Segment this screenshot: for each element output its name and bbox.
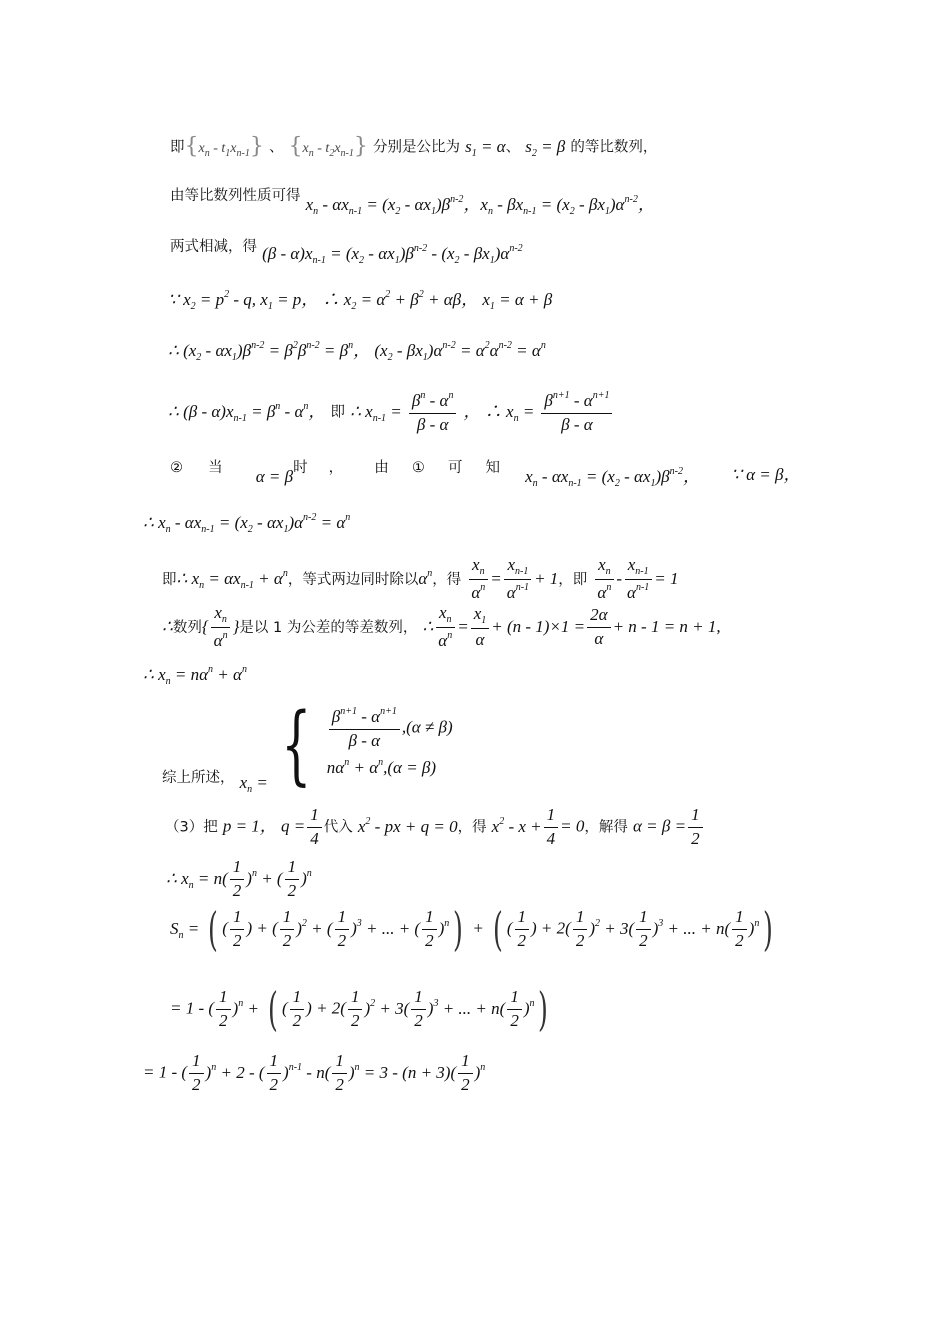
- line-geometric-property: 由等比数列性质可得 $x_n - \alpha x_{n-1} = (x_2 - \alpha x_1)\beta^{n-2}$，$x_n - \beta x_{n-1} = (x_2 - \beta x_1)\alpha^{n-2}$，: [170, 188, 655, 217]
- line-xn-half: ∴ $x_n = n$( $\frac{1}{2}$ )$^n$ + ( $\frac{1}{2}$ )$^n$: [166, 857, 312, 900]
- line-sn-sum: $S_n$ = ( ( $\frac{1}{2}$ ) + ( $\frac{1}{2}$ )$^2$ + ( $\frac{1}{2}$ )$^3$ + ... + ( $\frac{1}{2}$ )$^n$) + ( ( $\frac{1}{2}$ ) + 2( $\frac{1}{2}$ )$^2$ + 3( $\frac{1}{2}$ )$^3$ + ... + n( $\frac{1}{2}$ )$^n$): [170, 902, 774, 956]
- line-therefore-alpha: ∴ $x_n - \alpha x_{n-1} = (x_2 - \alpha x_1)\alpha^{n-2} = \alpha^n$: [143, 512, 351, 535]
- line-sn-step-two: = 1 - ( $\frac{1}{2}$ )$^n$ + ( ( $\frac{1}{2}$ ) + 2( $\frac{1}{2}$ )$^2$ + 3( $\frac{1}{2}$ )$^3$ + ... + n( $\frac{1}{2}$ )$^n$): [170, 982, 549, 1036]
- line-sn-final: = 1 - ( $\frac{1}{2}$ )$^n$ + 2 - ( $\frac{1}{2}$ )$^{n-1}$ - n( $\frac{1}{2}$ )$^n$ = 3 - (n + 3)( $\frac{1}{2}$ )$^n$: [143, 1051, 486, 1094]
- line-subtract: 两式相减，得 $(\beta - \alpha)x_{n-1} = (x_2 - \alpha x_1)\beta^{n-2} - (x_2 - \beta x_1)\alpha^{n-2}$: [170, 239, 523, 266]
- line-geometric-sequences: 即$\{x_n - t_1x_{n-1}\}$ 、 $\{x_n - t_2x_{n-1}\}$ 分别是公比为 $s_1 = \alpha$、 $s_2 = \beta$ 的等比数列，: [170, 134, 658, 159]
- line-because-x2: ∵ $x_2 = p^2 - q$, $x_1 = p$， ∴ $x_2 = \alpha^2 + \beta^2 + \alpha\beta$， $x_1 = \alpha + \beta$: [168, 289, 553, 312]
- line-arithmetic-sequence: ∴数列{ $\frac{x_n}{\alpha^n}$ }是以 1 为公差的等差数列， ∴ $\frac{x_n}{\alpha^n}$ = $\frac{x_1}{\alpha}$ + (n - 1)×1 = $\frac{2\alpha}{\alpha}$ + n - 1 = n + 1,: [162, 603, 721, 650]
- line-therefore-powers: ∴ $(x_2 - \alpha x_1)\beta^{n-2} = \beta^2\beta^{n-2} = \beta^n$， $(x_2 - \beta x_1)\alpha^{n-2} = \alpha^2\alpha^{n-2} = \alpha^n$: [168, 340, 546, 363]
- line-case-two: ② 当 α = β时 ， 由 ① 可 知 $x_n - \alpha x_{n-1} = (x_2 - \alpha x_1)\beta^{n-2}$， ∵ α = β，: [170, 460, 801, 489]
- line-divide-alpha: 即∴ $x_n = \alpha x_{n-1} + \alpha^n$，等式两边同时除以$\alpha^n$，得 $\frac{x_n}{\alpha^n}$ = $\frac{x_{n-1}}{\alpha^{n-1}}$ + 1，即 $\frac{x_n}{\alpha^n}$ - $\frac{x_{n-1}}{\alpha^{n-1}}$ = 1: [162, 555, 679, 602]
- line-part-three: （3）把 p = 1， q = $\frac{1}{4}$ 代入 $x^2$ - px + q = 0，得 $x^2$ - x + $\frac{1}{4}$ = 0，解得 α = β = $\frac{1}{2}$: [165, 806, 705, 848]
- line-summary: 综上所述， $x_n$ = { $\frac{\beta^{n+1} - \alpha^{n+1}}{\beta - \alpha}$ ,(α ≠ β) $n\alpha^n + \alpha^n,(\alpha = \beta)$: [162, 695, 453, 795]
- line-xn-equal-case: ∴ $x_n = n\alpha^n + \alpha^n$: [143, 664, 247, 687]
- line-solve-xn: ∴ $(\beta - \alpha)x_{n-1} = \beta^n - \alpha^n$， 即 ∴ $x_{n-1}$ = $\frac{\beta^n - \alpha^n}{\beta - \alpha}$ ， ∴ $x_n$ = $\frac{\beta^{n+1} - \alpha^{n+1}}{\beta - \alpha}$: [168, 390, 614, 434]
